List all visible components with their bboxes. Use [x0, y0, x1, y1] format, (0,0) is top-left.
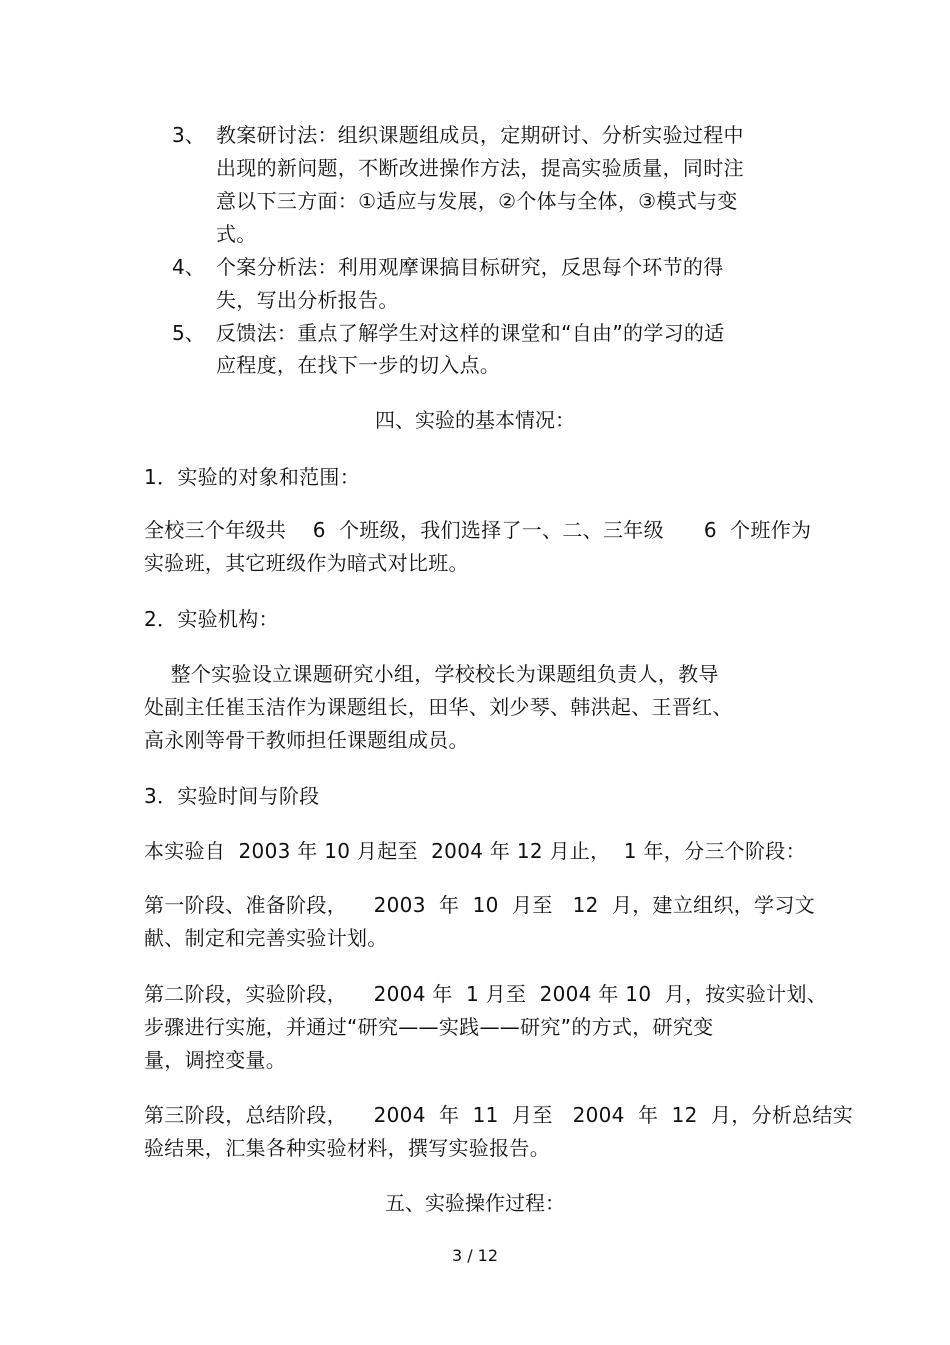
section-heading: 四、实验的基本情况：	[375, 408, 575, 432]
list-item-line: 失，写出分析报告。	[216, 288, 399, 312]
subsection-title: 3．实验时间与阶段	[144, 784, 320, 808]
list-number: 4、	[172, 255, 205, 279]
paragraph-line: 献、制定和完善实验计划。	[144, 926, 388, 950]
paragraph-line: 高永刚等骨干教师担任课题组成员。	[144, 728, 469, 752]
paragraph-line: 整个实验设立课题研究小组，学校校长为课题组负责人，教导	[144, 662, 719, 686]
paragraph-line: 本实验自 2003 年 10 月起至 2004 年 12 月止， 1 年，分三个阶段：	[144, 839, 806, 863]
paragraph-line: 处副主任崔玉洁作为课题组长，田华、刘少琴、韩洪起、王晋红、	[144, 695, 733, 719]
subsection-title: 1．实验的对象和范围：	[144, 465, 361, 489]
list-item-line: 出现的新问题，不断改进操作方法，提高实验质量，同时注	[216, 156, 744, 180]
list-number: 3、	[172, 123, 205, 147]
list-item-line: 应程度，在找下一步的切入点。	[216, 353, 501, 377]
paragraph-line: 第三阶段，总结阶段， 2004 年 11 月至 2004 年 12 月，分析总结实	[144, 1103, 854, 1127]
paragraph-line: 第一阶段、准备阶段， 2003 年 10 月至 12 月，建立组织，学习文	[144, 893, 815, 917]
list-item-line: 意以下三方面：①适应与发展，②个体与全体，③模式与变	[216, 189, 738, 213]
list-item-line: 个案分析法：利用观摩课搞目标研究，反思每个环节的得	[216, 255, 724, 279]
list-number: 5、	[172, 321, 205, 345]
section-heading: 五、实验操作过程：	[385, 1191, 565, 1215]
paragraph-line: 验结果，汇集各种实验材料，撰写实验报告。	[144, 1136, 550, 1160]
list-item-line: 式。	[216, 222, 257, 246]
paragraph-line: 实验班，其它班级作为暗式对比班。	[144, 551, 469, 575]
paragraph-line: 全校三个年级共 6 个班级，我们选择了一、二、三年级 6 个班作为	[144, 518, 812, 542]
page-number: 3 / 12	[451, 1246, 499, 1265]
list-item-line: 反馈法：重点了解学生对这样的课堂和“自由”的学习的适	[216, 321, 725, 345]
paragraph-line: 步骤进行实施，并通过“研究——实践——研究”的方式，研究变	[144, 1015, 714, 1039]
list-item-line: 教案研讨法：组织课题组成员，定期研讨、分析实验过程中	[216, 123, 744, 147]
subsection-title: 2．实验机构：	[144, 607, 279, 631]
paragraph-line: 量，调控变量。	[144, 1048, 287, 1072]
paragraph-line: 第二阶段，实验阶段， 2004 年 1 月至 2004 年 10 月，按实验计划、	[144, 982, 828, 1006]
